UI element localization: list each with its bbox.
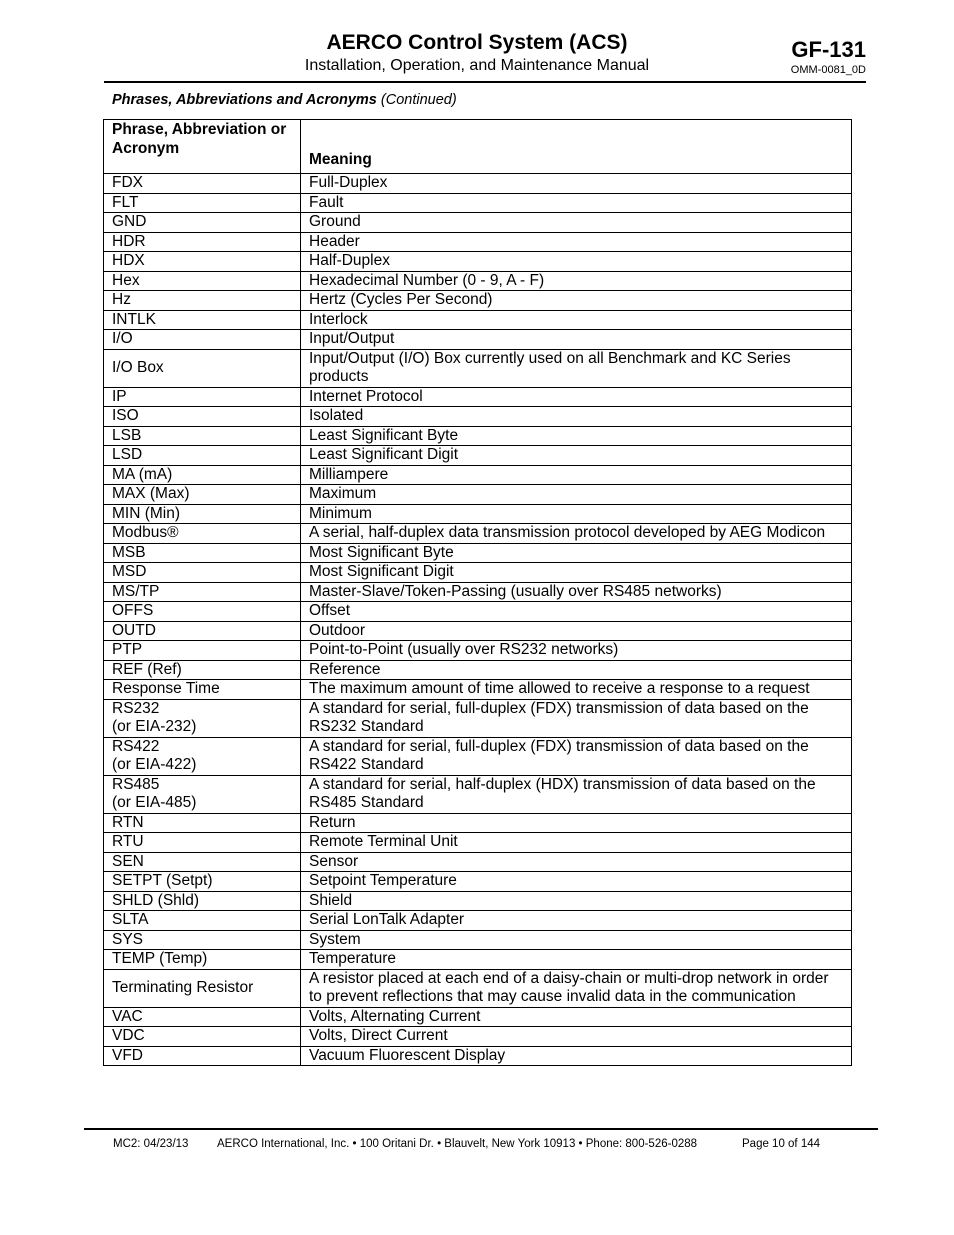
meaning-cell: Master-Slave/Token-Passing (usually over RS485 networks) <box>301 582 852 602</box>
term-cell: REF (Ref) <box>104 660 301 680</box>
term-cell: FDX <box>104 174 301 194</box>
meaning-cell: Serial LonTalk Adapter <box>301 911 852 931</box>
table-row <box>104 446 852 466</box>
section-title: Phrases, Abbreviations and Acronyms <box>112 92 377 108</box>
meaning-cell: A resistor placed at each end of a daisy-chain or multi-drop network in order to prevent reflections that may cause invalid data in the communication <box>301 969 852 1007</box>
meaning-cell: Full-Duplex <box>301 174 852 194</box>
column-header-meaning: Meaning <box>301 120 852 174</box>
meaning-cell: Least Significant Byte <box>301 426 852 446</box>
term-cell: SHLD (Shld) <box>104 891 301 911</box>
table-row <box>104 1007 852 1027</box>
term-cell: GND <box>104 213 301 233</box>
table-row <box>104 310 852 330</box>
footer-revision: MC2: 04/23/13 <box>113 1138 189 1150</box>
meaning-cell: Outdoor <box>301 621 852 641</box>
meaning-cell: Ground <box>301 213 852 233</box>
table-row <box>104 582 852 602</box>
term-cell: PTP <box>104 641 301 661</box>
term-cell: VFD <box>104 1046 301 1066</box>
term-cell: RS485 (or EIA-485) <box>104 775 301 813</box>
term-cell: Response Time <box>104 680 301 700</box>
table-row <box>104 504 852 524</box>
table-row <box>104 1027 852 1047</box>
term-cell: RS232 (or EIA-232) <box>104 699 301 737</box>
table-row <box>104 969 852 1007</box>
table-row <box>104 349 852 387</box>
term-cell: IP <box>104 387 301 407</box>
term-cell: Terminating Resistor <box>104 969 301 1007</box>
term-cell: Hz <box>104 291 301 311</box>
term-cell: FLT <box>104 193 301 213</box>
table-row <box>104 291 852 311</box>
table-row <box>104 193 852 213</box>
meaning-cell: Most Significant Digit <box>301 563 852 583</box>
meaning-cell: System <box>301 930 852 950</box>
document-code: GF-131 <box>791 37 866 62</box>
meaning-cell: Offset <box>301 602 852 622</box>
term-cell: ISO <box>104 407 301 427</box>
term-cell: MA (mA) <box>104 465 301 485</box>
meaning-cell: A standard for serial, full-duplex (FDX) transmission of data based on the RS232 Standard <box>301 699 852 737</box>
meaning-cell: Least Significant Digit <box>301 446 852 466</box>
meaning-cell: Interlock <box>301 310 852 330</box>
meaning-cell: Volts, Direct Current <box>301 1027 852 1047</box>
table-row <box>104 407 852 427</box>
meaning-cell: Hexadecimal Number (0 - 9, A - F) <box>301 271 852 291</box>
section-heading <box>112 91 457 109</box>
meaning-cell: Sensor <box>301 852 852 872</box>
term-cell: LSB <box>104 426 301 446</box>
term-cell: TEMP (Temp) <box>104 950 301 970</box>
footer-page-number: Page 10 of 144 <box>742 1138 821 1150</box>
meaning-cell: Header <box>301 232 852 252</box>
table-row <box>104 174 852 194</box>
term-cell: SEN <box>104 852 301 872</box>
acronym-table <box>103 119 852 1066</box>
table-row <box>104 621 852 641</box>
meaning-cell: The maximum amount of time allowed to receive a response to a request <box>301 680 852 700</box>
meaning-cell: Vacuum Fluorescent Display <box>301 1046 852 1066</box>
term-cell: VDC <box>104 1027 301 1047</box>
header-divider <box>104 81 866 83</box>
table-row <box>104 213 852 233</box>
term-cell: Hex <box>104 271 301 291</box>
meaning-cell: A standard for serial, half-duplex (HDX) transmission of data based on the RS485 Standard <box>301 775 852 813</box>
document-revision: OMM-0081_0D <box>790 64 866 76</box>
table-row <box>104 465 852 485</box>
term-cell: HDX <box>104 252 301 272</box>
term-cell: MSD <box>104 563 301 583</box>
table-row <box>104 891 852 911</box>
term-cell: MS/TP <box>104 582 301 602</box>
table-row <box>104 950 852 970</box>
meaning-cell: Isolated <box>301 407 852 427</box>
table-row <box>104 602 852 622</box>
table-row <box>104 232 852 252</box>
meaning-cell: Minimum <box>301 504 852 524</box>
meaning-cell: Input/Output (I/O) Box currently used on all Benchmark and KC Series products <box>301 349 852 387</box>
table-row <box>104 833 852 853</box>
term-cell: VAC <box>104 1007 301 1027</box>
table-row <box>104 426 852 446</box>
term-cell: I/O <box>104 330 301 350</box>
meaning-cell: Maximum <box>301 485 852 505</box>
meaning-cell: Volts, Alternating Current <box>301 1007 852 1027</box>
table-row <box>104 680 852 700</box>
meaning-cell: Input/Output <box>301 330 852 350</box>
meaning-cell: Milliampere <box>301 465 852 485</box>
meaning-cell: A standard for serial, full-duplex (FDX) transmission of data based on the RS422 Standard <box>301 737 852 775</box>
section-continued: (Continued) <box>380 92 457 108</box>
manual-title: AERCO Control System (ACS) <box>326 31 628 54</box>
meaning-cell: Temperature <box>301 950 852 970</box>
term-cell: MIN (Min) <box>104 504 301 524</box>
meaning-cell: Most Significant Byte <box>301 543 852 563</box>
table-row <box>104 911 852 931</box>
meaning-cell: Point-to-Point (usually over RS232 networks) <box>301 641 852 661</box>
term-cell: RS422 (or EIA-422) <box>104 737 301 775</box>
manual-subtitle: Installation, Operation, and Maintenance Manual <box>304 57 650 74</box>
table-row <box>104 699 852 737</box>
meaning-cell: Reference <box>301 660 852 680</box>
term-cell: MSB <box>104 543 301 563</box>
table-row <box>104 660 852 680</box>
column-header-term: Phrase, Abbreviation or Acronym <box>104 120 301 174</box>
term-cell: SETPT (Setpt) <box>104 872 301 892</box>
meaning-cell: Setpoint Temperature <box>301 872 852 892</box>
footer-company: AERCO International, Inc. • 100 Oritani Dr. • Blauvelt, New York 10913 • Phone: 800-526-0288 <box>217 1138 698 1150</box>
meaning-cell: Internet Protocol <box>301 387 852 407</box>
meaning-cell: Return <box>301 813 852 833</box>
table-row <box>104 330 852 350</box>
term-cell: RTU <box>104 833 301 853</box>
meaning-cell: Half-Duplex <box>301 252 852 272</box>
term-cell: INTLK <box>104 310 301 330</box>
table-row <box>104 1046 852 1066</box>
table-row <box>104 524 852 544</box>
term-cell: Modbus® <box>104 524 301 544</box>
table-row <box>104 775 852 813</box>
table-row <box>104 852 852 872</box>
term-cell: MAX (Max) <box>104 485 301 505</box>
table-row <box>104 813 852 833</box>
table-row <box>104 485 852 505</box>
term-cell: SYS <box>104 930 301 950</box>
table-header-row <box>104 120 852 174</box>
footer-divider <box>84 1128 878 1130</box>
table-row <box>104 737 852 775</box>
table-row <box>104 387 852 407</box>
table-row <box>104 252 852 272</box>
table-row <box>104 543 852 563</box>
term-cell: I/O Box <box>104 349 301 387</box>
table-row <box>104 563 852 583</box>
meaning-cell: Hertz (Cycles Per Second) <box>301 291 852 311</box>
term-cell: OFFS <box>104 602 301 622</box>
meaning-cell: Fault <box>301 193 852 213</box>
meaning-cell: Remote Terminal Unit <box>301 833 852 853</box>
term-cell: LSD <box>104 446 301 466</box>
meaning-cell: Shield <box>301 891 852 911</box>
term-cell: SLTA <box>104 911 301 931</box>
meaning-cell: A serial, half-duplex data transmission protocol developed by AEG Modicon <box>301 524 852 544</box>
table-row <box>104 930 852 950</box>
table-body <box>104 174 852 1066</box>
term-cell: OUTD <box>104 621 301 641</box>
term-cell: HDR <box>104 232 301 252</box>
table-row <box>104 641 852 661</box>
term-cell: RTN <box>104 813 301 833</box>
table-row <box>104 271 852 291</box>
table-row <box>104 872 852 892</box>
